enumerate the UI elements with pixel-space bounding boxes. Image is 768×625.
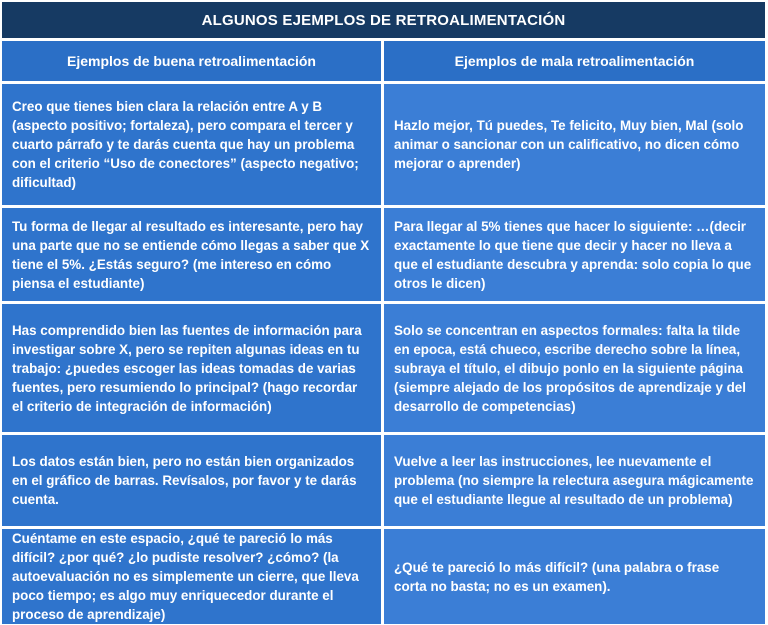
column-header-good: Ejemplos de buena retroalimentación: [2, 41, 381, 81]
good-example-cell-4: [2, 435, 381, 526]
bad-example-text-1: Hazlo mejor, Tú puedes, Te felicito, Muy bien, Mal (solo animar o sancionar con un calificativo, no dicen cómo mejorar o aprender): [394, 118, 744, 171]
good-example-text-1: Creo que tienes bien clara la relación entre A y B (aspecto positivo; fortaleza), pero compara el tercer y cuarto párrafo y te darás cuenta que hay un problema con el criterio “Uso de conectores” (aspecto negativo; dificultad): [12, 99, 359, 190]
bad-example-cell-1: [384, 84, 765, 205]
bad-example-cell-5: [384, 529, 765, 624]
column-header-bad: Ejemplos de mala retroalimentación: [384, 41, 765, 81]
good-example-cell-3: [2, 304, 381, 432]
bad-example-text-3: Solo se concentran en aspectos formales: falta la tilde en epoca, está chueco, escribe derecho sobre la línea, subraya el título, el dibujo ponlo en la siguiente página (siempre alejado de los propósitos de aprendizaje y del desarrollo de competencias): [394, 322, 746, 414]
good-example-text-2: Tu forma de llegar al resultado es interesante, pero hay una parte que no se entiende cómo llegas a saber que X tiene el 5%. ¿Estás seguro? (me intereso en cómo piensa el estudiante): [12, 218, 370, 291]
good-example-cell-5: [2, 529, 381, 624]
bad-example-text-5: ¿Qué te pareció lo más difícil? (una palabra o frase corta no basta; no es un examen).: [394, 559, 720, 594]
good-example-cell-2: [2, 208, 381, 301]
bad-example-cell-3: [384, 304, 765, 432]
bad-example-text-2: Para llegar al 5% tienes que hacer lo siguiente: …(decir exactamente lo que tiene que decir y hacer no lleva a que el estudiante descubra y aprenda: solo copia lo que otros le dicen): [394, 218, 752, 291]
good-example-text-3: Has comprendido bien las fuentes de información para investigar sobre X, pero se repiten algunas ideas en tu trabajo: ¿puedes escoger las ideas tomadas de varias fuentes, pero resumiendo lo principal? (hago recordar el criterio de integración de información): [12, 322, 362, 414]
bad-example-text-4: Vuelve a leer las instrucciones, lee nuevamente el problema (no siempre la relectura asegura mágicamente que el estudiante llegue al resultado de un problema): [394, 454, 754, 507]
good-example-text-4: Los datos están bien, pero no están bien organizados en el gráfico de barras. Revísalos, por favor y te darás cuenta.: [12, 454, 357, 507]
bad-example-cell-2: [384, 208, 765, 301]
good-example-text-5: Cuéntame en este espacio, ¿qué te pareció lo más difícil? ¿por qué? ¿lo pudiste resolver? ¿cómo? (la autoevaluación no es simplemente un cierre, que lleva poco tiempo; es algo muy enriquecedor durante el proceso de aprendizaje): [12, 531, 359, 622]
table-title: ALGUNOS EJEMPLOS DE RETROALIMENTACIÓN: [2, 2, 765, 38]
good-example-cell-1: [2, 84, 381, 205]
feedback-examples-table: [2, 2, 765, 622]
bad-example-cell-4: [384, 435, 765, 526]
